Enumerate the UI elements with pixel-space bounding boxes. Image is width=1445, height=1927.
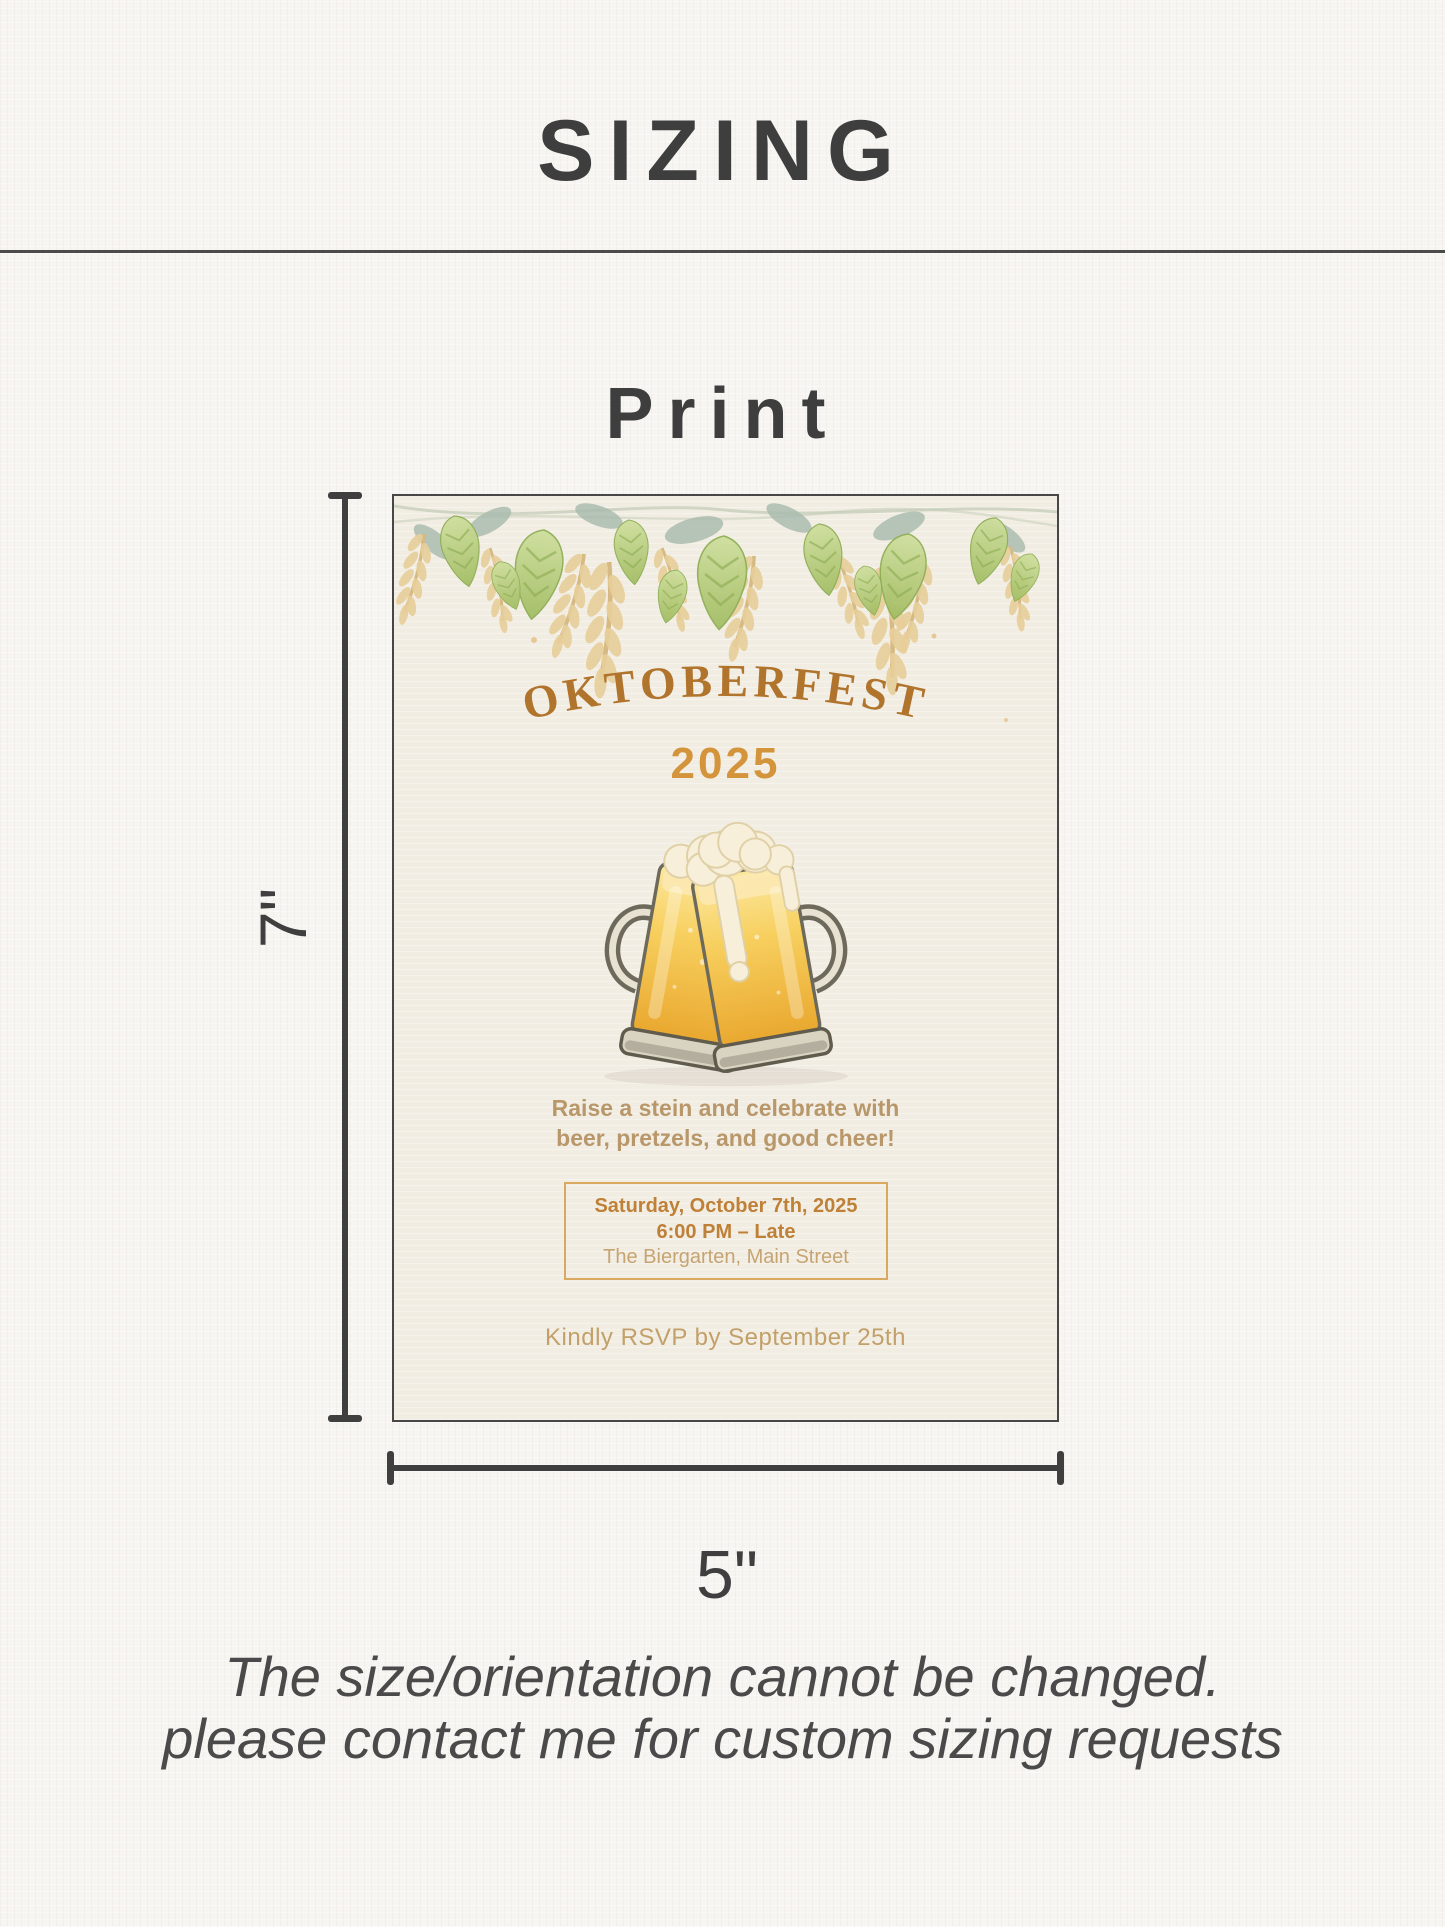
beer-mugs-illustration <box>570 810 882 1095</box>
dimension-cap <box>328 1415 362 1422</box>
event-date: Saturday, October 7th, 2025 <box>594 1195 858 1217</box>
footer-note <box>0 1646 1445 1770</box>
event-time: 6:00 PM – Late <box>656 1221 796 1243</box>
dimension-cap <box>387 1451 394 1485</box>
section-label-print: Print <box>605 374 840 454</box>
footer-line1: The size/orientation cannot be changed. <box>224 1645 1221 1708</box>
tagline-line2: beer, pretzels, and good cheer! <box>556 1125 895 1151</box>
height-dimension-label: 7" <box>246 887 320 949</box>
event-details-box <box>564 1182 888 1280</box>
dimension-cap <box>1057 1451 1064 1485</box>
divider-line <box>0 250 1445 253</box>
dimension-cap <box>328 492 362 499</box>
tagline-line1: Raise a stein and celebrate with <box>551 1095 900 1121</box>
invitation-tagline <box>394 1093 1057 1153</box>
event-location: The Biergarten, Main Street <box>603 1246 849 1268</box>
invitation-card-preview <box>392 494 1059 1422</box>
rsvp-note: Kindly RSVP by September 25th <box>545 1324 906 1351</box>
width-dimension-label: 5" <box>696 1537 758 1613</box>
page-title: SIZING <box>537 103 908 199</box>
invitation-year: 2025 <box>670 739 781 788</box>
invitation-title: OKTOBERFEST <box>517 654 934 730</box>
height-dimension-line <box>342 496 348 1418</box>
footer-line2: please contact me for custom sizing requests <box>162 1707 1283 1770</box>
width-dimension-line <box>391 1465 1060 1471</box>
svg-text:OKTOBERFEST <box>518 655 934 730</box>
